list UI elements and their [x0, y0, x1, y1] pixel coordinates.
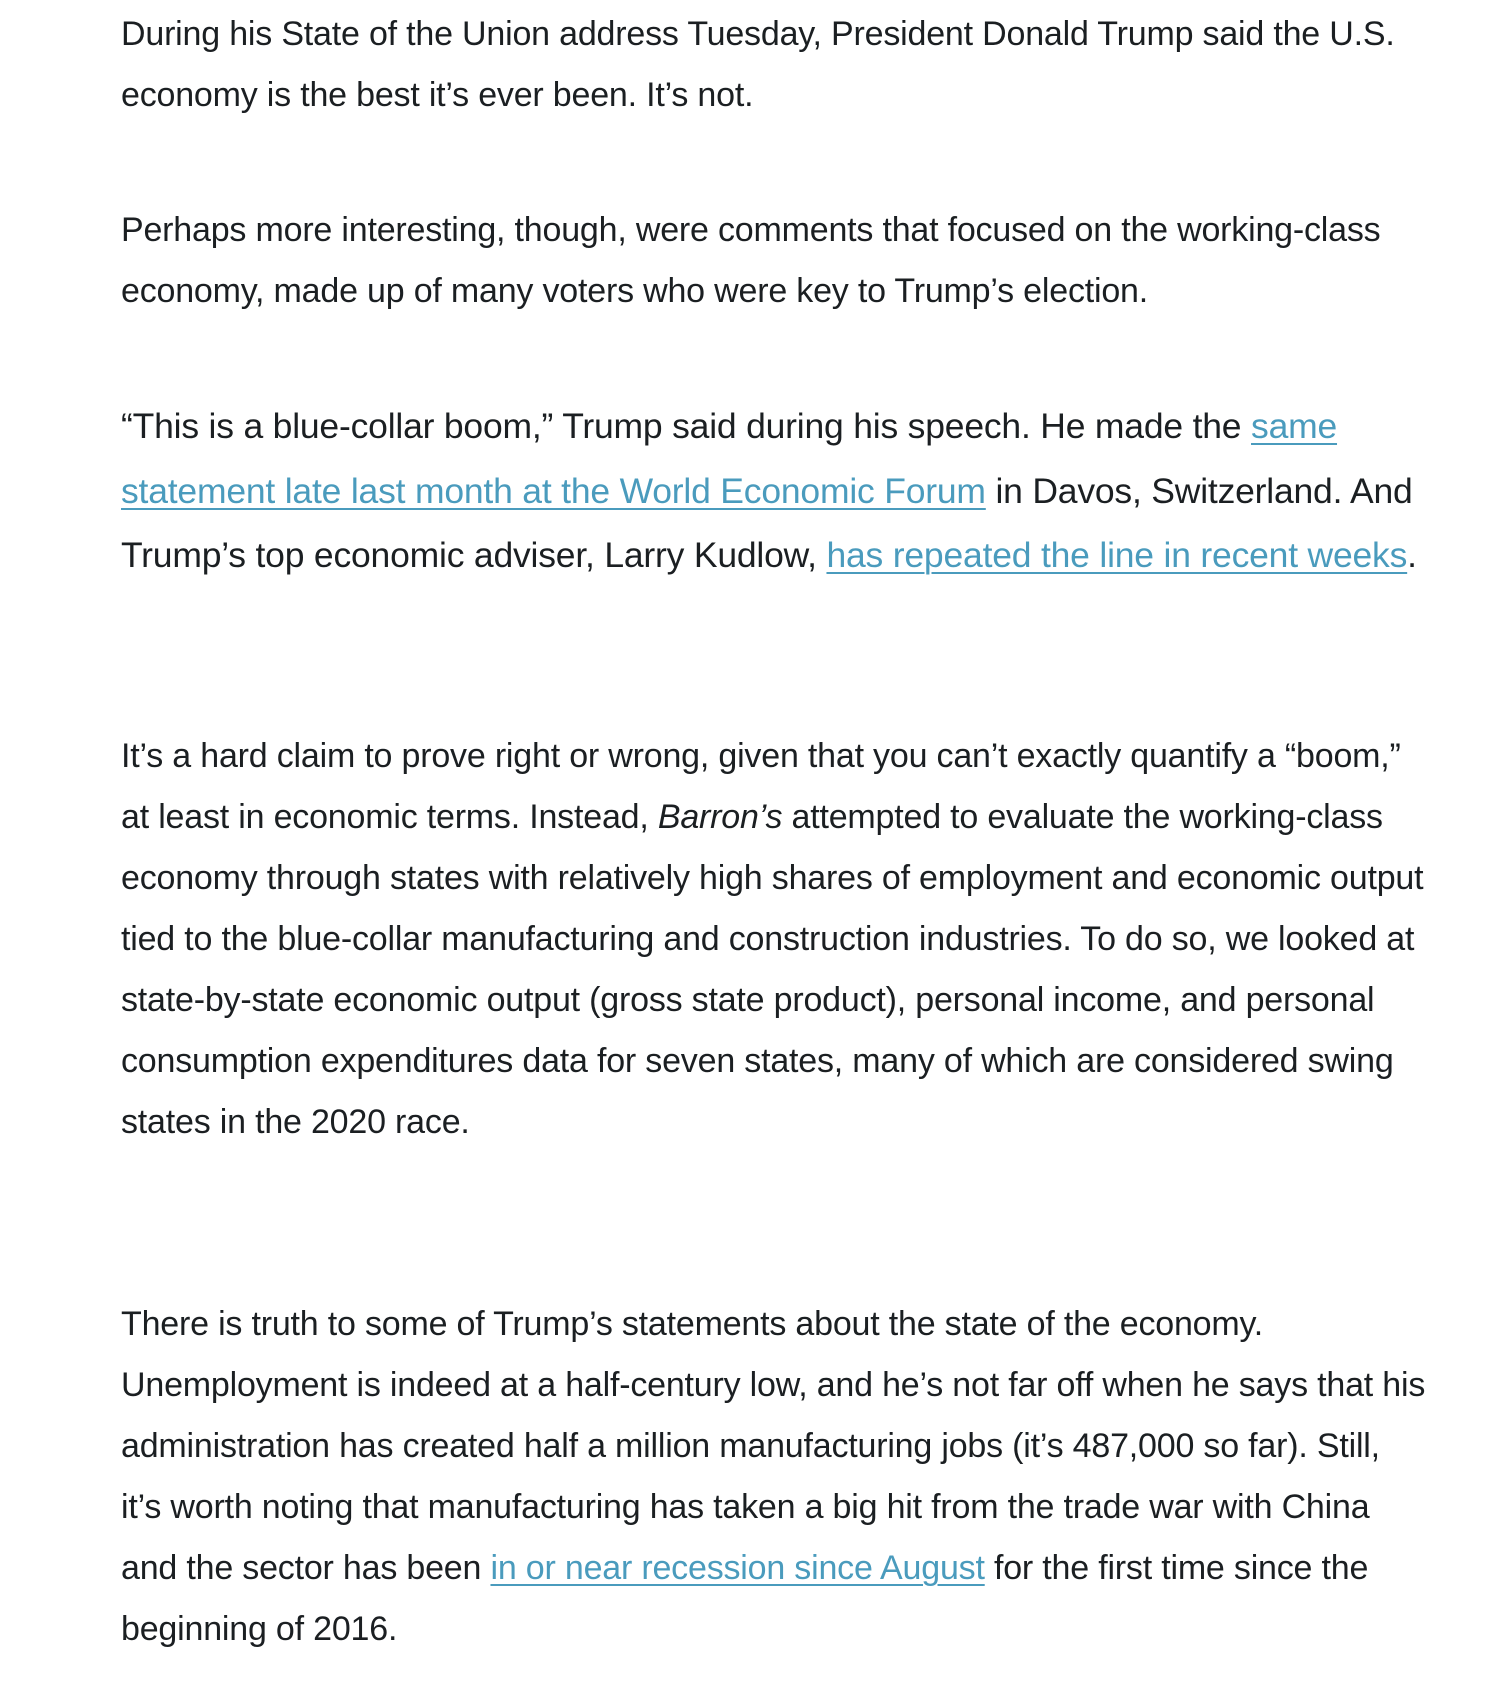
- paragraph-text: It’s a hard claim to prove right or wrong, given that you can’t exactly quantify a “boom,” at least in economic terms. Instead,: [121, 737, 1401, 836]
- paragraph-text: Perhaps more interesting, though, were comments that focused on the working-class economy, made up of many voters who were key to Trump’s election.: [121, 211, 1381, 310]
- paragraph-text: There is truth to some of Trump’s statements about the state of the economy. Unemployment is indeed at a half-century low, and he’s not far off when he says that his administration has created half a million manufacturing jobs (it’s 487,000 so far). Still, it’s worth noting that manufacturing has taken a big hit from the trade war with China and the sector has been: [121, 1305, 1426, 1587]
- link-davos-statement[interactable]: same statement late last month at the World Economic Forum: [121, 406, 1338, 511]
- link-kudlow-repeated[interactable]: has repeated the line in recent weeks: [826, 535, 1408, 575]
- paragraph-1: [121, 4, 1426, 126]
- paragraph-text: attempted to evaluate the working-class economy through states with relatively high shares of employment and economic output tied to the blue-collar manufacturing and construction industries. To do so, we looked at state-by-state economic output (gross state product), personal income, and personal consumption expenditures data for seven states, many of which are considered swing states in the 2020 race.: [121, 798, 1424, 1141]
- link-manufacturing-recession[interactable]: in or near recession since August: [490, 1549, 985, 1587]
- paragraph-text: .: [1407, 535, 1417, 575]
- paragraph-5: [121, 1294, 1426, 1660]
- paragraph-3: [121, 394, 1426, 588]
- paragraph-text: “This is a blue-collar boom,” Trump said during his speech. He made the: [121, 406, 1252, 446]
- paragraph-text: During his State of the Union address Tuesday, President Donald Trump said the U.S. economy is the best it’s ever been. It’s not.: [121, 15, 1395, 114]
- publication-name: Barron’s: [657, 798, 783, 836]
- paragraph-text: for the first time since the beginning of 2016.: [121, 1549, 1369, 1648]
- paragraph-2: [121, 200, 1426, 322]
- paragraph-text: in Davos, Switzerland. And Trump’s top economic adviser, Larry Kudlow,: [121, 470, 1413, 575]
- paragraph-4: [121, 726, 1426, 1153]
